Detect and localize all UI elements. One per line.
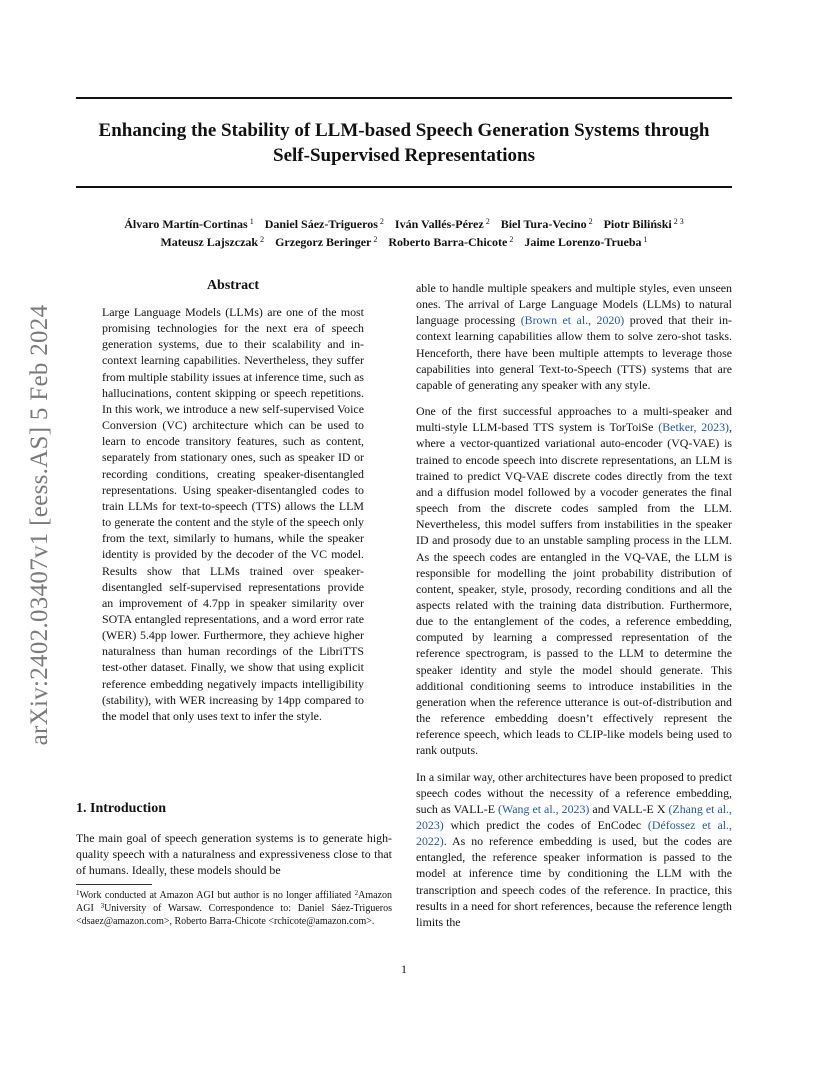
author: Biel Tura-Vecino $^2$ xyxy=(500,217,593,231)
author: Grzegorz Beringer $^2$ xyxy=(275,235,378,249)
citation-link[interactable]: (Betker, 2023) xyxy=(658,420,730,435)
title-bottom-rule xyxy=(76,186,732,188)
title-line-2: Self-Supervised Representations xyxy=(273,145,535,166)
section-heading-introduction: 1. Introduction xyxy=(76,801,166,816)
author-line-2 xyxy=(76,233,732,251)
author: Álvaro Martín-Cortinas $^1$ xyxy=(124,217,254,231)
right-paragraph-3: In a similar way, other architectures have been proposed to predict speech codes without the necessity of a reference embedding, such as VALL-E (Wang et al., 2023) and VALL-E X (Zhang et al., 2023) which predict the codes of EnCodec (Défossez et al., 2022). As no reference embedding is used, but the codes are entangled, the reference speaker information is passed to the model at inference time by conditioning the LLM with the transcription and speech codes of the reference. In practice, this results in a need for short references, because the reference length limits the xyxy=(416,769,732,929)
intro-column-left xyxy=(76,830,392,878)
abstract-heading: Abstract xyxy=(206,278,260,293)
title-line-1: Enhancing the Stability of LLM-based Speech Generation Systems through xyxy=(98,120,710,141)
abstract-text: Large Language Models (LLMs) are one of the most promising technologies for the next era of speech generation systems, due to their scalability and in-context learning capabilities. Nevertheless, they suffer from multiple stability issues at inference time, such as hallucinations, content skipping or speech repetitions. In this work, we introduce a new self-supervised Voice Conversion (VC) architecture which can be used to learn to encode transitory features, such as content, separately from stationary ones, such as speaker ID or recording conditions, creating speaker-disentangled representations. Using speaker-disentangled codes to train LLMs for text-to-speech (TTS) allows the LLM to generate the content and the style of the speech only from the text, similarly to humans, while the speaker identity is provided by the decoder of the VC model. Results show that LLMs trained over speaker-disentangled self-supervised representations provide an improvement of 4.7pp in speaker similarity over SOTA entangled representations, and a word error rate (WER) 5.4pp lower. Furthermore, they achieve higher naturalness than human recordings of the LibriTTS test-other dataset. Finally, we show that using explicit reference embedding negatively impacts intelligibility (stability), with WER increasing by 14pp compared to the model that only uses text to infer the style. xyxy=(102,305,364,723)
title-top-rule xyxy=(76,97,732,99)
right-paragraph-2: One of the first successful approaches to a multi-speaker and multi-style LLM-based TTS system is TorToiSe (Betker, 2023), where a vector-quantized variational auto-encoder (VQ-VAE) is trained to encode speech into discrete representations, an LLM is trained to predict VQ-VAE discrete codes directly from the text and a diffusion model followed by a vocoder generates the final speech from the discrete codes sampled from the LLM. Nevertheless, this model suffers from instabilities in the speaker ID and prosody due to an unstable sampling process in the LLM. As the speech codes are entangled in the VQ-VAE, the LLM is responsible for modelling the joint probability distribution of content, speaker, style, prosody, recording conditions and all the aspects related with the training data distribution. Furthermore, due to the entanglement of the codes, a reference embedding, computed by learning a compressed representation of the reference spectrogram, is passed to the LLM to determine the speaker identity and style the model should generate. This additional conditioning seems to introduce instabilities in the generation when the reference utterance is out-of-distribution and the reference embedding doesn’t effectively represent the reference speech, which leads to CLIP-like models being used to rank outputs. xyxy=(416,404,732,758)
author: Piotr Biliński $^{2 3}$ xyxy=(603,217,684,231)
right-column xyxy=(416,280,732,930)
author: Mateusz Lajszczak $^2$ xyxy=(160,235,265,249)
right-paragraph-1: able to handle multiple speakers and multiple styles, even unseen ones. The arrival of Large Language Models (LLMs) to natural language processing (Brown et al., 2020) proved that their in-context learning capabilities allow them to solve zero-shot tasks. Henceforth, there have been multiple attempts to leverage those capabilities into general Text-to-Speech (TTS) systems that are capable of generating any speaker with any style. xyxy=(416,281,732,392)
paper-title xyxy=(76,118,732,168)
author: Roberto Barra-Chicote $^2$ xyxy=(388,235,514,249)
author: Daniel Sáez-Trigueros $^2$ xyxy=(264,217,384,231)
author: Jaime Lorenzo-Trueba $^1$ xyxy=(524,235,648,249)
abstract-body xyxy=(102,304,364,724)
citation-link[interactable]: (Wang et al., 2023) xyxy=(498,801,590,816)
page-number: 1 xyxy=(401,962,407,976)
author-line-1 xyxy=(76,215,732,233)
footnote-rule xyxy=(76,884,152,885)
arxiv-stamp-text: arXiv:2402.03407v1 [eess.AS] 5 Feb 2024 xyxy=(26,304,53,746)
intro-paragraph-1: The main goal of speech generation systems is to generate high-quality speech with a naturalness and expressiveness close to that of humans. Ideally, these models should be xyxy=(76,831,392,878)
citation-link[interactable]: (Brown et al., 2020) xyxy=(520,313,625,328)
citation-link[interactable]: (Zhang et al., 2023) xyxy=(416,801,732,832)
author-list xyxy=(76,215,732,251)
author: Iván Vallés-Pérez $^2$ xyxy=(394,217,490,231)
citation-link[interactable]: (Défossez et al., 2022) xyxy=(416,818,732,849)
footnote: $^1$Work conducted at Amazon AGI but author is no longer affiliated $^2$Amazon AGI $^3$University of Warsaw. Correspondence to: Daniel Sáez-Trigueros <dsaez@amazon.com>, Roberto Barra-Chicote <rchicote@amazon.com>. xyxy=(76,889,392,927)
